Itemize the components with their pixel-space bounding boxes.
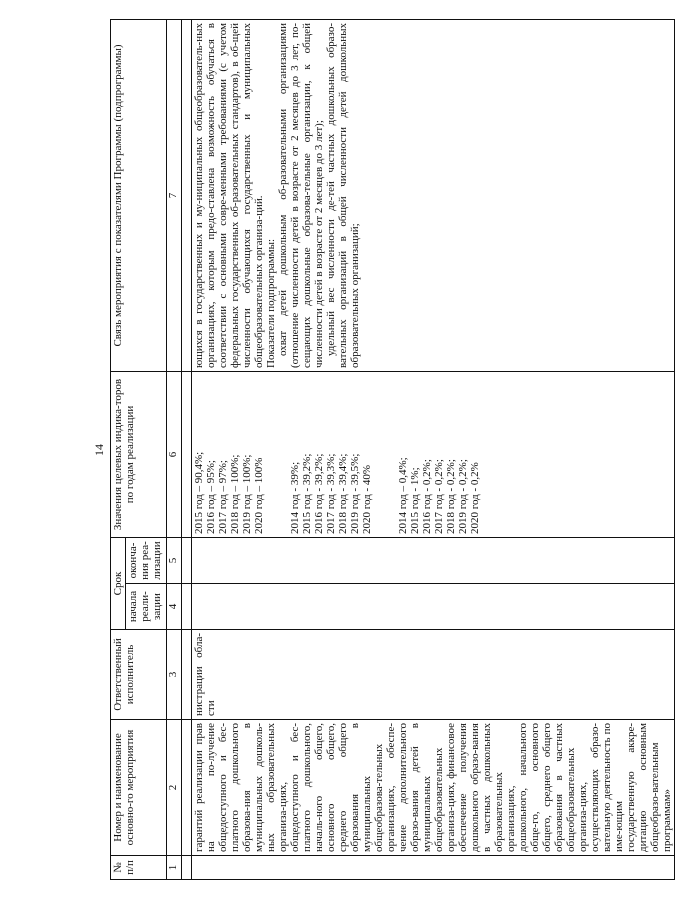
cell-link: [192, 20, 675, 372]
values-group-3: [397, 375, 481, 534]
page-number: 14: [92, 444, 106, 456]
link-paragraph-4: удельный вес численности де-тей частных дошкольных образо-вательных организаций в общей численности детей дошкольных образовательных организаций;: [325, 23, 361, 368]
value-line: 2014 год – 0,4%;: [397, 457, 409, 534]
measures-table: [110, 19, 675, 880]
value-line: 2016 год - 39,2%;: [313, 453, 325, 534]
col-number-2: 2: [167, 720, 182, 856]
value-line: 2016 год - 0,2%;: [421, 459, 433, 534]
header-num: № п/п: [111, 856, 167, 880]
value-line: 2018 год - 39,4%;: [337, 453, 349, 534]
col-number-3: 3: [167, 630, 182, 720]
value-line: 2019 год - 39,5%;: [349, 453, 361, 534]
value-line: 2020 год – 100%: [253, 457, 265, 534]
header-values: Значения целевых индика-торов по годам реализации: [111, 372, 167, 538]
value-line: 2019 год – 100%;: [241, 454, 253, 534]
value-line: 2019 год - 0,2%;: [457, 459, 469, 534]
column-number-row: [167, 20, 182, 880]
header-end: оконча-ния реа-лизации: [126, 538, 167, 584]
value-line: 2020 год - 0,2%: [469, 462, 481, 534]
link-paragraph-3: охват детей дошкольным об-разовательными организациями (отношение численности детей в возрасте от 2 месяцев до 3 лет, по-сещающих дошкольные образова-тельные организации, к общей численности детей в возрасте от 2 месяцев до 3 лет);: [277, 23, 325, 368]
value-line: 2015 год - 1%;: [409, 467, 421, 534]
header-name: Номер и наименование основно-го мероприятия: [111, 720, 167, 856]
values-group-1: [193, 375, 265, 534]
value-line: 2015 год – 90,4%;: [193, 451, 205, 534]
header-link: Связь мероприятия с показателями Программы (подпрограммы): [111, 20, 167, 372]
link-paragraph-1: ющихся в государственных и му-ниципальных общеобразователь-ных организациях, которым предо-ставлена возможность обучаться в соответствии с основными совре-менными требованиями (с учетом федеральных государственных об-разовательных стандартов), в об-щей численности обучающихся государственных и муниципальных общеобразовательных организа-ций.: [193, 23, 265, 368]
header-term: Срок: [111, 538, 126, 630]
value-line: 2018 год – 100%;: [229, 454, 241, 534]
rotated-sheet: [92, 20, 673, 880]
col-number-4: 4: [167, 584, 182, 630]
cell-num: [192, 856, 675, 880]
cell-start: [192, 584, 675, 630]
col-number-5: 5: [167, 538, 182, 584]
table-row: [192, 20, 675, 880]
cell-executor: нистрации обла-сти: [192, 630, 675, 720]
cell-values: [192, 372, 675, 538]
value-line: 2017 год - 0,2%;: [433, 459, 445, 534]
value-line: 2015 год - 39,2%;: [301, 453, 313, 534]
value-line: 2014 год - 39%;: [289, 461, 301, 534]
cell-name: гарантий реализации прав на по-лучение общедоступного и бес-платного дошкольного образова-ния в муниципальных дошколь-ных образовательных организа-циях, общедоступного и бес-платного дошкольного, началь-ного общего, основного общего, среднего общего образования в муниципальных общеобразова-тельных организациях, обеспе-чение дополнительного образо-вания детей в муниципальных общеобразовательных организа-циях, финансовое обеспечение получения дошкольного образо-вания в частных дошкольных образовательных организациях, дошкольного, начального обще-го, основного общего, среднего общего образования в частных общеобразовательных организа-циях, осуществляющих образо-вательную деятельность по име-ющим государственную аккре-дитацию основным общеобразо-вательным программам»: [192, 720, 675, 856]
header-start: начала реали-зации: [126, 584, 167, 630]
link-paragraph-2: Показатели подпрограммы:: [265, 238, 277, 368]
header-executor: Ответственный исполнитель: [111, 630, 167, 720]
value-line: 2017 год – 97%;: [217, 460, 229, 534]
value-line: 2018 год - 0,2%;: [445, 459, 457, 534]
col-number-1: 1: [167, 856, 182, 880]
value-line: 2016 год – 95%;: [205, 460, 217, 534]
cell-end: [192, 538, 675, 584]
header-row-1: [111, 20, 126, 880]
values-group-2: [289, 375, 373, 534]
spacer-row: [182, 20, 192, 880]
value-line: 2020 год - 40%: [361, 464, 373, 534]
value-line: 2017 год - 39,3%;: [325, 453, 337, 534]
col-number-7: 7: [167, 20, 182, 372]
col-number-6: 6: [167, 372, 182, 538]
